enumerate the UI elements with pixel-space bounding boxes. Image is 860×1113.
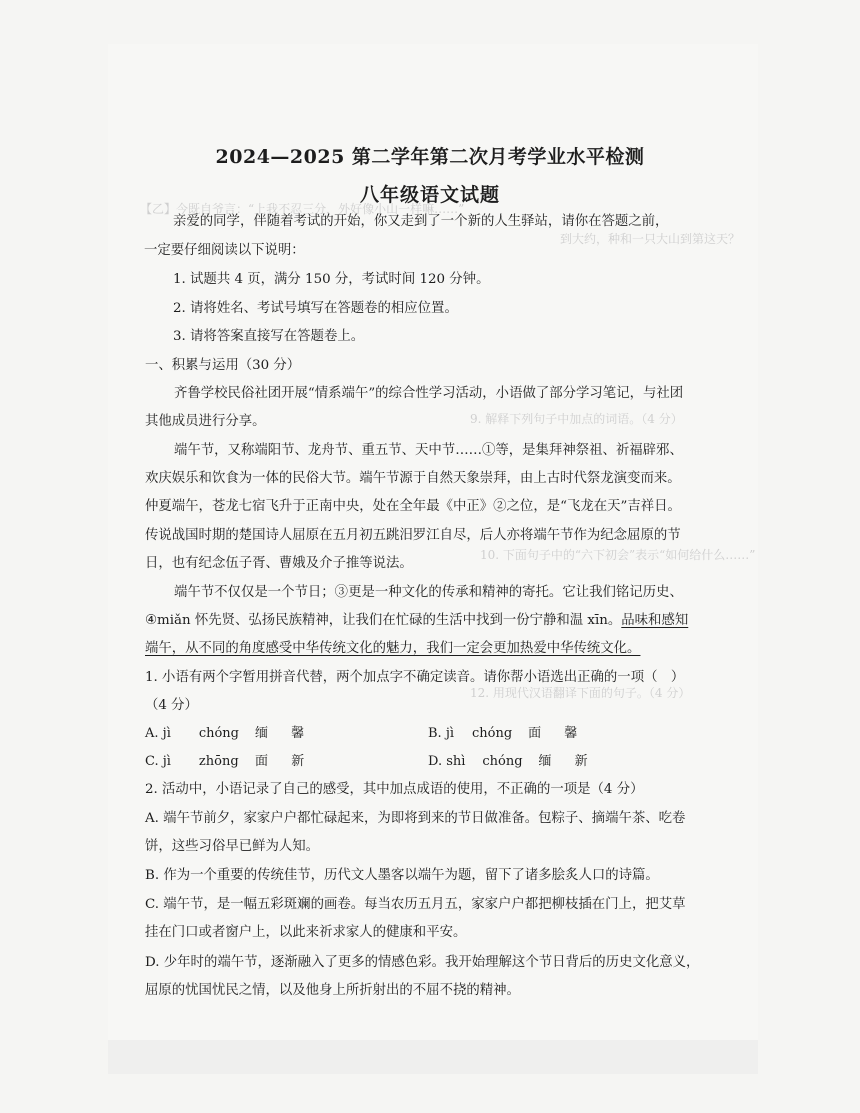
q2-option-a-cont: 饼，这些习俗早已鲜为人知。 bbox=[145, 839, 320, 854]
q2-option-b[interactable]: B. 作为一个重要的传统佳节，历代文人墨客以端午为题，留下了诸多脍炙人口的诗篇。 bbox=[145, 868, 659, 883]
intro-line: 一定要仔细阅读以下说明： bbox=[144, 243, 305, 258]
underlined-sentence: 品味和感知 bbox=[621, 613, 689, 628]
question-1-points: （4 分） bbox=[145, 698, 198, 713]
passage-line bbox=[145, 611, 688, 631]
question-1-stem: 1. 小语有两个字暂用拼音代替，两个加点字不确定读音。请你帮小语选出正确的一项（ ） bbox=[145, 670, 685, 685]
passage-line: 其他成员进行分享。 bbox=[145, 414, 266, 429]
option-char-2: 馨 bbox=[564, 726, 578, 741]
instruction-item: 3. 请将答案直接写在答题卷上。 bbox=[173, 329, 365, 344]
instruction-item: 1. 试题共 4 页，满分 150 分，考试时间 120 分钟。 bbox=[173, 272, 490, 287]
q2-option-c[interactable]: C. 端午节，是一幅五彩斑斓的画卷。每当农历五月五，家家户户都把柳枝插在门上，把艾草 bbox=[145, 897, 686, 912]
exam-subtitle: 八年级语文试题 bbox=[359, 184, 500, 206]
intro-line: 亲爱的同学，伴随着考试的开始，你又走到了一个新的人生驿站，请你在答题之前， bbox=[173, 214, 669, 229]
option-pinyin-1: shì bbox=[446, 754, 466, 769]
section-heading: 一、积累与运用（30 分） bbox=[145, 358, 301, 373]
passage-line: 端午节，又称端阳节、龙舟节、重五节、天中节……①等，是集拜神祭祖、祈福辟邪、 bbox=[174, 443, 683, 458]
passage-line: 欢庆娱乐和饮食为一体的民俗大节。端午节源于自然天象崇拜，由上古时代祭龙演变而来。 bbox=[145, 471, 681, 486]
bleed-through-text: 到大约，种和一只大山到第这天？ bbox=[560, 232, 741, 246]
option-key: B. bbox=[428, 726, 442, 741]
bleed-through-text: 10. 下面句子中的“六下初会”表示“如何给什么……” bbox=[480, 548, 756, 562]
underlined-sentence: 端午，从不同的角度感受中华传统文化的魅力，我们一定会更加热爱中华传统文化。 bbox=[145, 641, 641, 656]
option-pinyin-1: jì bbox=[162, 754, 171, 769]
q1-option-c[interactable] bbox=[145, 752, 304, 772]
q2-option-d[interactable]: D. 少年时的端午节，逐渐融入了更多的情感色彩。我开始理解这个节日背后的历史文化意义， bbox=[145, 955, 700, 970]
bleed-through-text: 12. 用现代汉语翻译下面的句子。（4 分） bbox=[470, 686, 691, 700]
q2-option-a[interactable]: A. 端午节前夕，家家户户都忙碌起来，为即将到来的节日做准备。包粽子、摘端午茶、吃卷 bbox=[145, 811, 686, 826]
passage-line: 齐鲁学校民俗社团开展“情系端午”的综合性学习活动，小语做了部分学习笔记，与社团 bbox=[174, 386, 684, 401]
passage-segment: ④miǎn 怀先贤、弘扬民族精神，让我们在忙碌的生活中找到一份宁静和温 xīn。 bbox=[145, 613, 622, 628]
bleed-through-text: 9. 解释下列句子中加点的词语。（4 分） bbox=[470, 412, 683, 426]
q1-option-d[interactable] bbox=[428, 752, 588, 772]
option-pinyin-1: jì bbox=[445, 726, 455, 741]
option-char-1: 缅 bbox=[254, 726, 268, 741]
option-char-2: 新 bbox=[291, 754, 305, 769]
option-pinyin-1: jì bbox=[162, 726, 171, 741]
option-key: D. bbox=[428, 754, 443, 769]
option-char-2: 馨 bbox=[291, 726, 305, 741]
option-char-2: 新 bbox=[574, 754, 588, 769]
q1-option-b[interactable] bbox=[428, 724, 577, 744]
option-key: A. bbox=[145, 726, 159, 741]
q2-option-d-cont: 屈原的忧国忧民之情，以及他身上所折射出的不屈不挠的精神。 bbox=[145, 983, 520, 998]
option-char-1: 缅 bbox=[538, 754, 552, 769]
option-pinyin-2: chóng bbox=[482, 754, 523, 769]
option-char-1: 面 bbox=[528, 726, 542, 741]
option-key: C. bbox=[145, 754, 159, 769]
question-2-stem: 2. 活动中，小语记录了自己的感受，其中加点成语的使用，不正确的一项是（4 分） bbox=[145, 782, 644, 797]
instruction-item: 2. 请将姓名、考试号填写在答题卷的相应位置。 bbox=[173, 301, 458, 316]
passage-line: 日，也有纪念伍子胥、曹娥及介子推等说法。 bbox=[145, 556, 413, 571]
option-pinyin-2: zhōng bbox=[198, 754, 239, 769]
passage-line: 传说战国时期的楚国诗人屈原在五月初五跳汨罗江自尽，后人亦将端午节作为纪念屈原的节 bbox=[145, 528, 681, 543]
q2-option-c-cont: 挂在门口或者窗户上，以此来祈求家人的健康和平安。 bbox=[145, 925, 467, 940]
option-pinyin-2: chóng bbox=[471, 726, 513, 741]
option-pinyin-2: chóng bbox=[198, 726, 239, 741]
scan-shadow bbox=[108, 1040, 758, 1074]
q1-option-a[interactable] bbox=[145, 724, 304, 744]
passage-line: 端午节不仅仅是一个节日；③更是一种文化的传承和精神的寄托。它让我们铭记历史、 bbox=[174, 585, 683, 600]
option-char-1: 面 bbox=[255, 754, 269, 769]
exam-title: 2024—2025 第二学年第二次月考学业水平检测 bbox=[215, 146, 645, 168]
passage-line: 仲夏端午，苍龙七宿飞升于正南中央，处在全年最《中正》②之位，是“飞龙在天”吉祥日。 bbox=[145, 499, 681, 514]
bleed-through-text: 【乙】今既自爷言：“上我不忍三分，外好像小山一样嘛……” bbox=[140, 202, 465, 216]
